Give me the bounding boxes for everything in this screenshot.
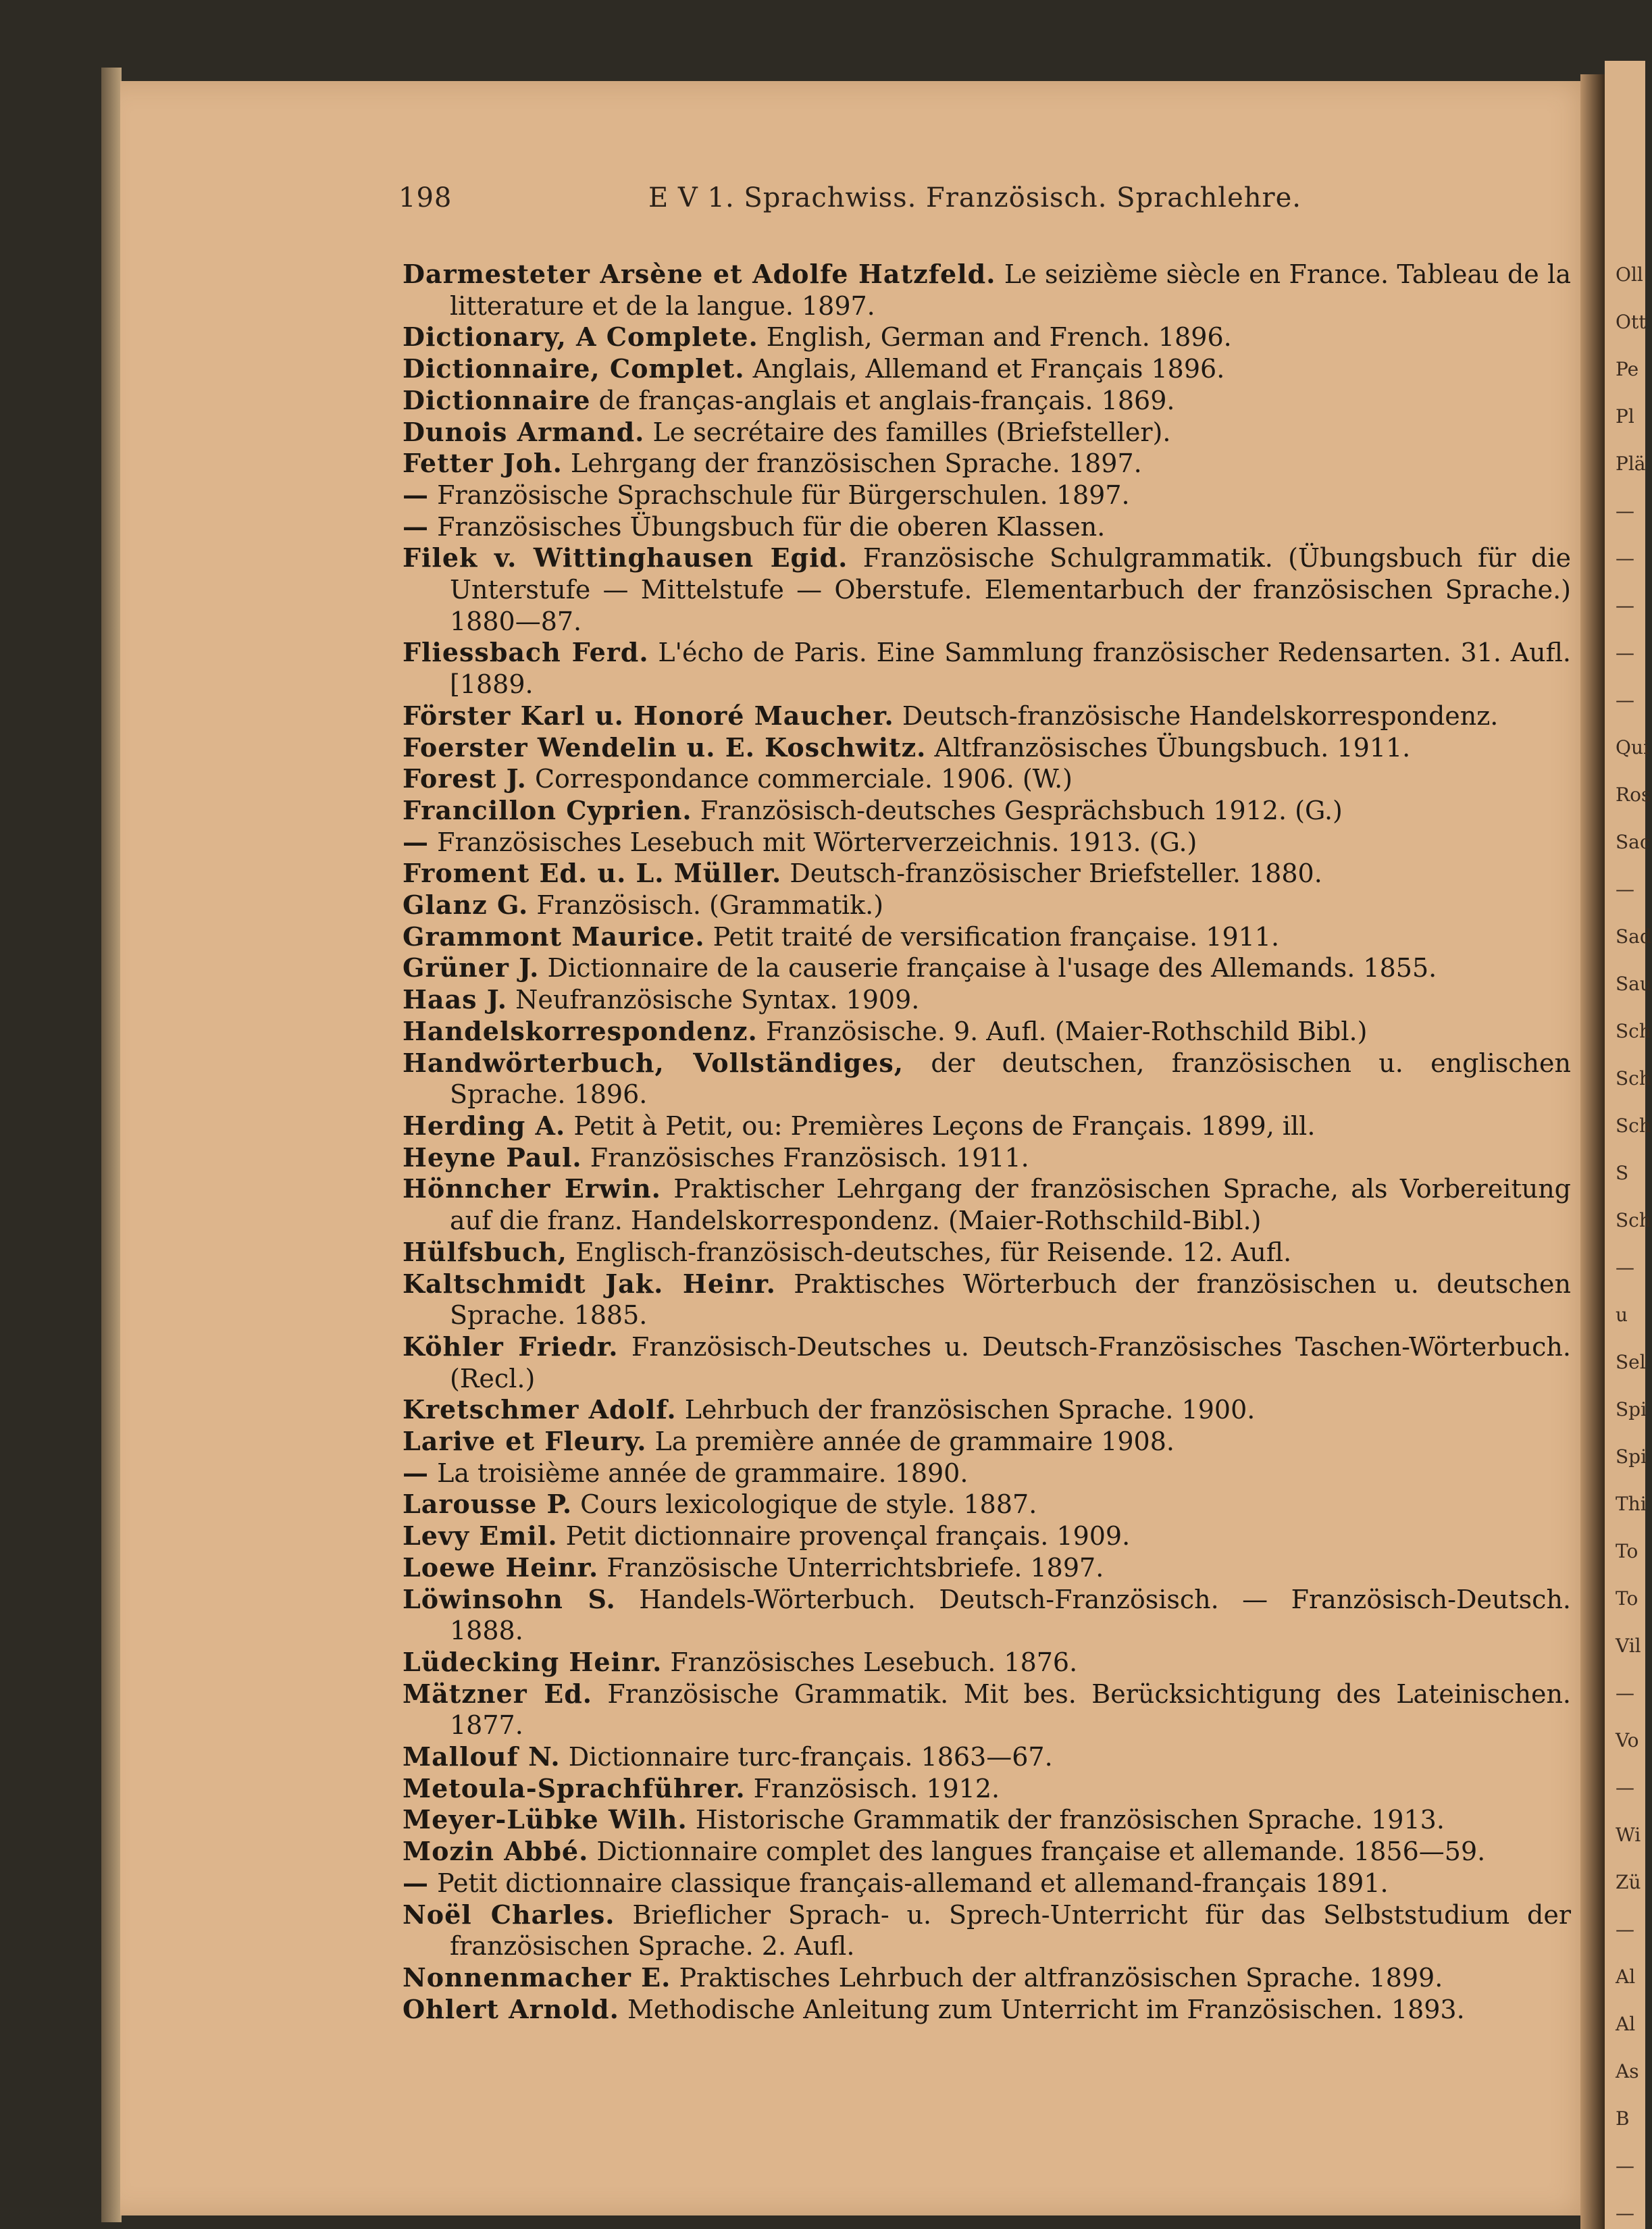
- entry-author: Mozin Abbé.: [403, 1836, 589, 1867]
- bibliography-entry: [403, 1110, 1571, 1142]
- facing-page-fragment: Wi: [1616, 1824, 1641, 1846]
- entry-author: Hönncher Erwin.: [403, 1173, 661, 1204]
- entry-title: Französisches Übungsbuch für die oberen Klassen.: [429, 511, 1106, 542]
- bibliography-entry: [403, 1016, 1571, 1048]
- entry-title: Neufranzösische Syntax. 1909.: [507, 985, 920, 1015]
- book-gutter: [1580, 74, 1605, 2229]
- facing-page-fragment: Al: [1616, 2013, 1636, 2035]
- facing-page-fragment: Sau: [1616, 973, 1652, 995]
- entry-author: —: [403, 826, 429, 857]
- bibliography-entry: [403, 1173, 1571, 1236]
- bibliography-entry: [403, 1962, 1571, 1994]
- bibliography-entry: [403, 1269, 1571, 1331]
- bibliography-entry: [403, 1773, 1571, 1805]
- bibliography-entry: [403, 1899, 1571, 1962]
- facing-page-fragment: Vo: [1616, 1729, 1639, 1751]
- facing-page-fragment: Spi: [1616, 1398, 1647, 1420]
- entry-title: Französische Sprachschule für Bürgerschulen. 1897.: [429, 480, 1130, 510]
- facing-page-fragment: Ros: [1616, 784, 1651, 806]
- bibliography-entry: [403, 637, 1571, 700]
- facing-page-fragment: —: [1616, 1776, 1634, 1799]
- bibliography-entry: [403, 511, 1571, 543]
- entry-author: Darmesteter Arsène et Adolfe Hatzfeld.: [403, 259, 996, 289]
- bibliography-entry: [403, 1237, 1571, 1269]
- entry-title: Französisch-deutsches Gesprächsbuch 1912. (G.): [692, 795, 1343, 825]
- entry-title: Le seizième siècle en France. Tableau de la litterature et de la langue. 1897.: [450, 259, 1571, 321]
- bibliography-entry: [403, 1804, 1571, 1836]
- entry-title: Brieflicher Sprach- u. Sprech-Unterricht für das Selbststudium der französischen Sprache. 2. Aufl.: [450, 1899, 1572, 1962]
- bibliography-entry: [403, 1142, 1571, 1174]
- bibliography-entry: [403, 890, 1571, 921]
- facing-page-fragment: Pe: [1616, 358, 1639, 380]
- entry-title: Französisches Französisch. 1911.: [582, 1142, 1029, 1173]
- running-head: E V 1. Sprachwiss. Französisch. Sprachlehre.: [648, 182, 1302, 213]
- entry-title: Petit dictionnaire classique français-allemand et allemand-français 1891.: [429, 1868, 1389, 1898]
- entry-author: Handwörterbuch, Vollständiges,: [403, 1047, 904, 1078]
- facing-page-fragment: Oll: [1616, 263, 1643, 286]
- entry-title: Lehrbuch der französischen Sprache. 1900.: [676, 1395, 1256, 1425]
- entry-author: Köhler Friedr.: [403, 1331, 619, 1362]
- entry-author: Froment Ed. u. L. Müller.: [403, 858, 782, 889]
- facing-page-fragment: Qui: [1616, 736, 1649, 759]
- entry-title: Praktisches Wörterbuch der französischen u. deutschen Sprache. 1885.: [450, 1269, 1572, 1331]
- facing-page-fragment: Vil: [1616, 1635, 1641, 1657]
- facing-page-fragment: Pl: [1616, 405, 1634, 428]
- entry-author: Fliessbach Ferd.: [403, 637, 649, 668]
- entry-title: Anglais, Allemand et Français 1896.: [744, 354, 1225, 384]
- entry-author: Forest J.: [403, 763, 527, 794]
- facing-page-fragment: Sel: [1616, 1351, 1646, 1373]
- facing-page-fragment: —: [1616, 2202, 1634, 2224]
- bibliography-entry: [403, 1994, 1571, 2026]
- facing-page-fragment: Sch: [1616, 1209, 1651, 1231]
- bibliography-entry: [403, 1489, 1571, 1520]
- facing-page-fragment: Sch: [1616, 1020, 1651, 1042]
- facing-page-fragment: —: [1616, 500, 1634, 522]
- facing-page-fragment: As: [1616, 2060, 1639, 2082]
- entry-title: Französisch. (Grammatik.): [528, 890, 884, 921]
- bibliography-entry: [403, 1552, 1571, 1584]
- facing-page-fragment: Thi: [1616, 1493, 1647, 1515]
- facing-page-fragment: S: [1616, 1162, 1629, 1184]
- entry-author: Herding A.: [403, 1110, 566, 1141]
- bibliography-entry: [403, 385, 1571, 417]
- facing-page: [1605, 61, 1652, 2229]
- bibliography-entry: [403, 795, 1571, 827]
- entry-title: Handels-Wörterbuch. Deutsch-Französisch. — Französisch-Deutsch. 1888.: [450, 1584, 1571, 1646]
- entry-title: Lehrgang der französischen Sprache. 1897.: [562, 449, 1142, 479]
- entry-title: de franças-anglais et anglais-français. 1869.: [590, 385, 1175, 415]
- entry-author: Kretschmer Adolf.: [403, 1394, 677, 1425]
- bibliography-entry: [403, 858, 1571, 890]
- entry-author: —: [403, 1457, 429, 1488]
- bibliography-entry: [403, 732, 1571, 764]
- entry-author: Löwinsohn S.: [403, 1583, 616, 1614]
- facing-page-fragment: Sch: [1616, 1114, 1651, 1137]
- entry-author: Hülfsbuch,: [403, 1236, 567, 1267]
- bibliography-entry: [403, 1584, 1571, 1647]
- entry-title: Petit traité de versification française. 1911.: [704, 921, 1280, 952]
- entry-title: La première année de grammaire 1908.: [646, 1427, 1175, 1457]
- entry-title: Französische. 9. Aufl. (Maier-Rothschild Bibl.): [757, 1016, 1368, 1046]
- bibliography-entry: [403, 1394, 1571, 1426]
- entry-author: Grammont Maurice.: [403, 921, 705, 952]
- entry-author: —: [403, 1867, 429, 1898]
- entry-title: Le secrétaire des familles (Briefsteller).: [644, 417, 1171, 447]
- entry-title: Deutsch-französischer Briefsteller. 1880.: [781, 859, 1322, 889]
- facing-page-fragment: —: [1616, 1256, 1634, 1279]
- facing-page-fragment: Al: [1616, 1966, 1636, 1988]
- facing-page-fragment: —: [1616, 878, 1634, 900]
- entry-author: Francillon Cyprien.: [403, 794, 692, 825]
- facing-page-fragment: —: [1616, 2155, 1634, 2177]
- entry-author: Haas J.: [403, 984, 508, 1015]
- bibliography-entry: [403, 480, 1571, 511]
- entry-author: Dictionnaire: [403, 384, 591, 415]
- entry-title: Methodische Anleitung zum Unterricht im Französischen. 1893.: [619, 1994, 1465, 2024]
- bibliography-entry: [403, 1331, 1571, 1394]
- bibliography-entry: [403, 259, 1571, 322]
- entry-author: Glanz G.: [403, 890, 529, 921]
- entry-author: —: [403, 479, 429, 510]
- entry-author: —: [403, 511, 429, 542]
- entry-author: Mallouf N.: [403, 1741, 561, 1772]
- entry-author: Foerster Wendelin u. E. Koschwitz.: [403, 732, 927, 763]
- entry-author: Lüdecking Heinr.: [403, 1646, 663, 1677]
- entry-author: Metoula-Sprachführer.: [403, 1772, 746, 1803]
- facing-page-fragment: Ott: [1616, 311, 1647, 333]
- facing-page-fragment: —: [1616, 594, 1634, 617]
- entry-author: Grüner J.: [403, 952, 540, 983]
- bibliography-entry: [403, 1868, 1571, 1899]
- facing-page-fragment: Spi: [1616, 1445, 1647, 1468]
- bibliography-entry: [403, 1741, 1571, 1773]
- entry-title: Historische Grammatik der französischen Sprache. 1913.: [687, 1805, 1445, 1835]
- entry-author: Noël Charles.: [403, 1899, 615, 1930]
- entry-author: Dictionnaire, Complet.: [403, 353, 745, 384]
- entry-title: Dictionnaire turc-français. 1863—67.: [560, 1742, 1053, 1772]
- entry-title: Französische Grammatik. Mit bes. Berücksichtigung des Lateinischen. 1877.: [450, 1679, 1571, 1741]
- facing-page-fragment: —: [1616, 1682, 1634, 1704]
- entry-author: Heyne Paul.: [403, 1142, 582, 1173]
- entry-author: Meyer-Lübke Wilh.: [403, 1804, 688, 1835]
- entry-author: Filek v. Wittinghausen Egid.: [403, 542, 848, 573]
- entry-title: Praktischer Lehrgang der französischen Sprache, als Vorbereitung auf die franz. Handelskorrespondenz. (Maier-Rothschild-Bibl.): [450, 1174, 1572, 1236]
- facing-page-fragment: u: [1616, 1304, 1628, 1326]
- entry-title: der deutschen, französischen u. englischen Sprache. 1896.: [450, 1048, 1571, 1110]
- entry-title: L'écho de Paris. Eine Sammlung französischer Redensarten. 31. Aufl. [1889.: [450, 638, 1571, 700]
- entry-title: Cours lexicologique de style. 1887.: [572, 1489, 1037, 1520]
- entry-title: Französisches Lesebuch mit Wörterverzeichnis. 1913. (G.): [429, 827, 1197, 857]
- facing-page-fragment: —: [1616, 642, 1634, 664]
- bibliography-entry: [403, 353, 1571, 385]
- entry-title: Französisch. 1912.: [745, 1773, 1000, 1803]
- bibliography-entry: [403, 1048, 1571, 1110]
- bibliography-entry: [403, 1836, 1571, 1868]
- bibliography-entry: [403, 921, 1571, 953]
- entry-author: Dunois Armand.: [403, 416, 645, 447]
- facing-page-fragment: —: [1616, 1918, 1634, 1941]
- entry-author: Nonnenmacher E.: [403, 1962, 671, 1993]
- page-number: 198: [398, 182, 453, 213]
- page-edge: [101, 68, 122, 2222]
- entry-title: Correspondance commerciale. 1906. (W.): [526, 764, 1073, 794]
- entry-author: Kaltschmidt Jak. Heinr.: [403, 1268, 776, 1299]
- bibliography-entry: [403, 448, 1571, 480]
- bibliography-entry: [403, 827, 1571, 859]
- entry-author: Ohlert Arnold.: [403, 1993, 619, 2024]
- entry-title: Praktisches Lehrbuch der altfranzösischen Sprache. 1899.: [671, 1962, 1443, 1993]
- facing-page-fragment: Sch: [1616, 1067, 1651, 1090]
- bibliography-list: [403, 259, 1571, 2025]
- entry-author: Förster Karl u. Honoré Maucher.: [403, 700, 894, 731]
- bibliography-entry: [403, 322, 1571, 353]
- entry-title: La troisième année de grammaire. 1890.: [429, 1458, 969, 1488]
- entry-title: Dictionnaire complet des langues française et allemande. 1856—59.: [588, 1837, 1486, 1867]
- entry-author: Larive et Fleury.: [403, 1426, 647, 1457]
- entry-title: Petit à Petit, ou: Premières Leçons de Français. 1899, ill.: [565, 1110, 1316, 1141]
- entry-title: Englisch-französisch-deutsches, für Reisende. 12. Aufl.: [567, 1237, 1292, 1267]
- bibliography-entry: [403, 417, 1571, 449]
- entry-author: Larousse P.: [403, 1489, 573, 1520]
- bibliography-entry: [403, 1426, 1571, 1458]
- bibliography-entry: [403, 952, 1571, 984]
- entry-title: Französisches Lesebuch. 1876.: [662, 1647, 1078, 1677]
- facing-page-fragment: Sac: [1616, 831, 1651, 853]
- facing-page-fragment: To: [1616, 1587, 1638, 1610]
- entry-author: Fetter Joh.: [403, 448, 563, 479]
- bibliography-entry: [403, 984, 1571, 1016]
- facing-page-fragment: To: [1616, 1540, 1638, 1562]
- entry-author: Dictionary, A Complete.: [403, 322, 758, 353]
- bibliography-entry: [403, 1679, 1571, 1741]
- entry-author: Loewe Heinr.: [403, 1552, 599, 1583]
- entry-title: Deutsch-französische Handelskorrespondenz.: [894, 700, 1499, 731]
- facing-page-fragment: Zü: [1616, 1871, 1641, 1893]
- entry-title: Französisch-Deutsches u. Deutsch-Französisches Taschen-Wörterbuch. (Recl.): [450, 1331, 1571, 1393]
- facing-page-fragment: Sad: [1616, 925, 1652, 948]
- bibliography-entry: [403, 1520, 1571, 1552]
- entry-title: Altfranzösisches Übungsbuch. 1911.: [926, 732, 1411, 763]
- bibliography-entry: [403, 542, 1571, 637]
- bibliography-entry: [403, 763, 1571, 795]
- entry-title: Französische Schulgrammatik. (Übungsbuch für die Unterstufe — Mittelstufe — Oberstufe. Elementarbuch der französischen Sprache.) 1880—87.: [450, 543, 1572, 636]
- bibliography-entry: [403, 700, 1571, 732]
- entry-title: Petit dictionnaire provençal français. 1909.: [557, 1521, 1131, 1552]
- entry-title: Französische Unterrichtsbriefe. 1897.: [598, 1552, 1104, 1583]
- entry-author: Mätzner Ed.: [403, 1678, 592, 1709]
- facing-page-fragment: B: [1616, 2107, 1630, 2130]
- facing-page-fragment: Plä: [1616, 453, 1646, 475]
- facing-page-fragment: —: [1616, 689, 1634, 711]
- facing-page-fragment: —: [1616, 547, 1634, 569]
- bibliography-entry: [403, 1647, 1571, 1679]
- entry-author: Handelskorrespondenz.: [403, 1015, 758, 1046]
- entry-title: English, German and French. 1896.: [758, 322, 1232, 353]
- entry-author: Levy Emil.: [403, 1520, 558, 1552]
- entry-title: Dictionnaire de la causerie française à l'usage des Allemands. 1855.: [539, 953, 1437, 983]
- bibliography-entry: [403, 1458, 1571, 1489]
